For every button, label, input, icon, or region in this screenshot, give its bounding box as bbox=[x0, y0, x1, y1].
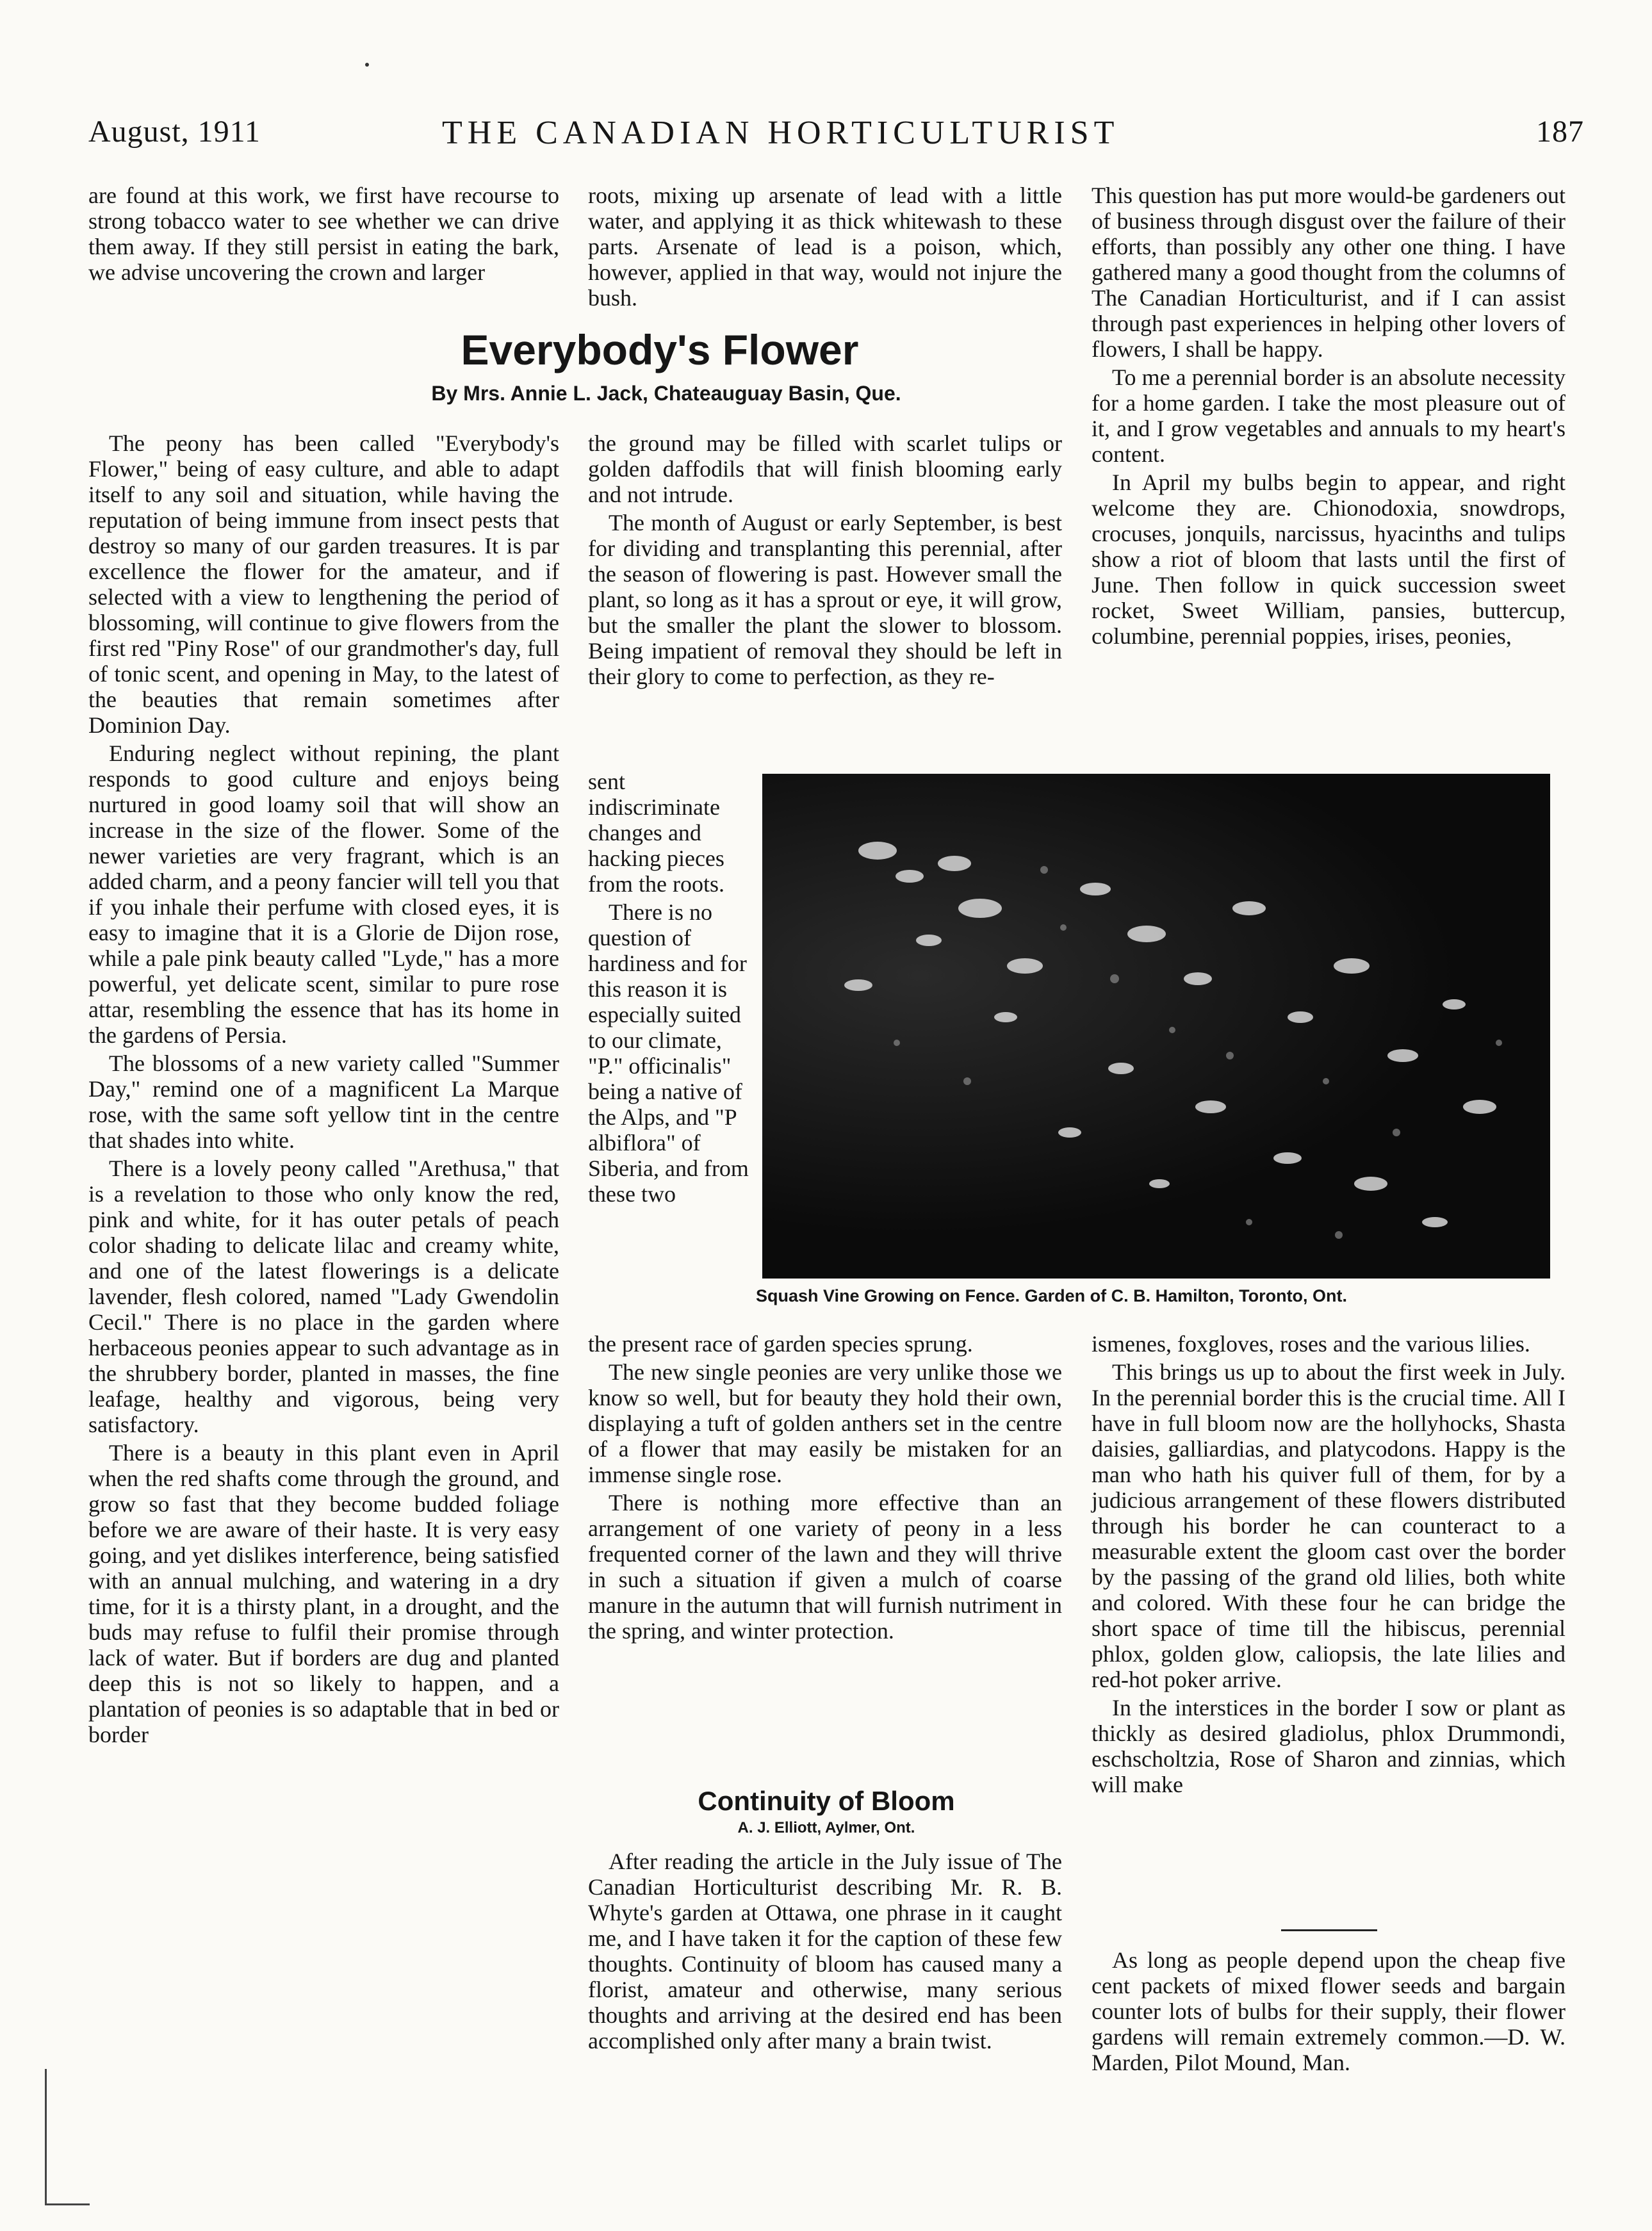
col1-paragraph: The blossoms of a new variety called "Summer Day," remind one of a magnificent La Marque rose, with the same soft yellow tint in the centre that shades into white. bbox=[88, 1050, 559, 1153]
col3-paragraph: ismenes, foxgloves, roses and the various lilies. bbox=[1092, 1331, 1530, 1357]
squash-vine-photo bbox=[762, 774, 1550, 1279]
closing-quote bbox=[1092, 1947, 1566, 2075]
col1-paragraph: Enduring neglect without repining, the plant responds to good culture and enjoys being nurtured in good loamy soil that will show an increase in the size of the flower. Some of the newer varieties are very fragrant, which is an added charm, and a peony fancier will tell you that if you inhale their perfume with closed eyes, it is easy to imagine that it is a Glorie de Dijon rose, while a pale pink beauty called "Lyde," has a more powerful, yet delicate scent, similar to pure rose attar, resembling the essence that has its home in the gardens of Persia. bbox=[88, 740, 559, 1048]
col1-paragraph: The peony has been called "Everybody's Flower," being of easy culture, and able to adapt itself to any soil and situation, while having the reputation of being immune from insect pests that destroy so many of our garden treasures. It is par excellence the flower for the amateur, and if selected with a view to lengthening the period of blossoming, will continue to give flowers from the first red "Piny Rose" of our grandmother's day, full of tonic scent, and opening in May, to the latest of the beauties that remain sometimes after Dominion Day. bbox=[88, 430, 559, 738]
column-1 bbox=[88, 430, 559, 1747]
continuity-title: Continuity of Bloom bbox=[698, 1786, 955, 1816]
col2-paragraph: There is nothing more effective than an arrangement of one variety of peony in a less frequented corner of the lawn and they will thrive in such a situation if given a mulch of coarse manure in the autumn that will furnish nutriment in the spring, and winter protection. bbox=[588, 1490, 1062, 1644]
column-3-upper bbox=[1092, 183, 1566, 649]
print-speck bbox=[365, 63, 369, 67]
article-title: Everybody's Flower bbox=[461, 326, 859, 373]
col1-paragraph: There is a lovely peony called "Arethusa," that is a revelation to those who only know the red, pink and white, for it has outer petals of peach color shading to delicate lilac and creamy white, and one of the latest flowerings is a delicate lavender, flesh colored, named "Lady Gwendolin Cecil." There is no place in the garden where herbaceous peonies appear to such advantage as in the shrubbery border, planted in masses, the fine leafage, healthy and vigorous, being very satisfactory. bbox=[88, 1156, 559, 1437]
quote-divider bbox=[1281, 1929, 1377, 1931]
margin-mark bbox=[45, 2203, 90, 2205]
header-title: THE CANADIAN HORTICULTURIST bbox=[442, 115, 1120, 151]
col2-paragraph: There is no question of hardiness and for this reason it is especially suited to our climate, "P." officinalis" being a native of the Alps, and "P albiflora" of Siberia, and from these two bbox=[588, 899, 749, 1207]
col3-paragraph: To me a perennial border is an absolute necessity for a home garden. I take the most pleasure out of it, and I grow vegetables and annuals to my heart's content. bbox=[1092, 364, 1566, 467]
continuity-body bbox=[588, 1849, 1062, 2054]
column-2-upper bbox=[588, 430, 1062, 689]
margin-mark bbox=[45, 2069, 47, 2203]
top-col1-text: are found at this work, we first have recourse to strong tobacco water to see whether we can drive them away. If they still persist in eating the bark, we advise uncovering the crown and larger bbox=[88, 183, 559, 285]
col1-paragraph: There is a beauty in this plant even in April when the red shafts come through the ground, and grow so fast that they become budded foliage before we are aware of their haste. It is very easy going, and yet dislikes interference, being satisfied with an annual mulching, and watering in a dry time, for it is a thirsty plant, in a drought, and the buds may refuse to fulfil their promise through lack of water. But if borders are dug and planted deep this is not so likely to happen, and a plantation of peonies is so adaptable that in bed or border bbox=[88, 1440, 559, 1747]
continuity-byline: A. J. Elliott, Aylmer, Ont. bbox=[737, 1819, 915, 1836]
col3-paragraph: In the interstices in the border I sow or plant as thickly as desired gladiolus, phlox Drummondi, eschscholtzia, Rose of Sharon and zinnias, which will make bbox=[1092, 1695, 1566, 1797]
continuity-paragraph: After reading the article in the July issue of The Canadian Horticulturist describing Mr. R. B. Whyte's garden at Ottawa, one phrase in it caught me, and I have taken it for the caption of these few thoughts. Continuity of bloom has caused many a florist, amateur and otherwise, many serious thoughts and arriving at the desired end has been accomplished only after many a brain twist. bbox=[588, 1849, 1062, 2054]
col3-paragraph: This brings us up to about the first week in July. In the perennial border this is the crucial time. All I have in full bloom now are the hollyhocks, Shasta daisies, galliardias, and platycodons. Happy is the man who hath his quiver full of them, for by a judicious arrangement of these flowers distributed through his border he can counteract to a measurable extent the gloom cast over the border by the passing of the grand old lilies, both white and colored. With these four he can bridge the short space of time till the hibiscus, perennial phlox, golden glow, caliopsis, the late lilies and red-hot poker arrive. bbox=[1092, 1359, 1566, 1692]
col2-paragraph: The new single peonies are very unlike those we know so well, but for beauty they hold their own, displaying a tuft of golden anthers set in the centre of a flower that may easily be mistaken for an immense single rose. bbox=[588, 1359, 1062, 1487]
col3-paragraph: This question has put more would-be gardeners out of business through disgust over the failure of their efforts, than possibly any other one thing. I have gathered many a good thought from the columns of The Canadian Horticulturist, and if I can assist through past experiences in helping other lovers of flowers, I shall be happy. bbox=[1092, 183, 1566, 362]
column-2-narrow bbox=[588, 769, 756, 1207]
header-date: August, 1911 bbox=[88, 115, 261, 149]
col2-paragraph: sent indiscriminate changes and hacking pieces from the roots. bbox=[588, 769, 724, 897]
quote-text: As long as people depend upon the cheap five cent packets of mixed flower seeds and bargain counter lots of bulbs for their supply, their flower gardens will remain extremely common.—D. W. Marden, Pilot Mound, Man. bbox=[1092, 1947, 1566, 2075]
photo-caption: Squash Vine Growing on Fence. Garden of C. B. Hamilton, Toronto, Ont. bbox=[756, 1286, 1348, 1305]
column-2-lower bbox=[588, 1331, 1062, 1644]
photo-texture bbox=[762, 774, 1550, 1279]
top-col1 bbox=[88, 183, 559, 285]
col3-paragraph: In April my bulbs begin to appear, and right welcome they are. Chionodoxia, snowdrops, crocuses, jonquils, narcissus, hyacinths and tulips show a riot of bloom that lasts until the first of June. Then follow in quick succession sweet rocket, Sweet William, pansies, buttercup, columbine, perennial poppies, irises, peonies, bbox=[1092, 470, 1566, 649]
top-col2-text: roots, mixing up arsenate of lead with a little water, and applying it as thick whitewash to these parts. Arsenate of lead is a poison, which, however, applied in that way, would not injure the bush. bbox=[588, 183, 1062, 311]
col2-paragraph: the ground may be filled with scarlet tulips or golden daffodils that will finish blooming early and not intrude. bbox=[588, 430, 1062, 507]
col2-paragraph: the present race of garden species sprung. bbox=[588, 1331, 973, 1357]
col2-paragraph: The month of August or early September, is best for dividing and transplanting this perennial, after the season of flowering is past. However small the plant, so long as it has a sprout or eye, it will grow, but the smaller the plant the slower to blossom. Being impatient of removal they should be left in their glory to come to perfection, as they re- bbox=[588, 510, 1062, 689]
column-3-lower bbox=[1092, 1331, 1566, 1797]
article-byline: By Mrs. Annie L. Jack, Chateauguay Basin, Que. bbox=[431, 382, 901, 405]
page-number: 187 bbox=[1536, 115, 1584, 149]
top-col2 bbox=[588, 183, 1062, 311]
